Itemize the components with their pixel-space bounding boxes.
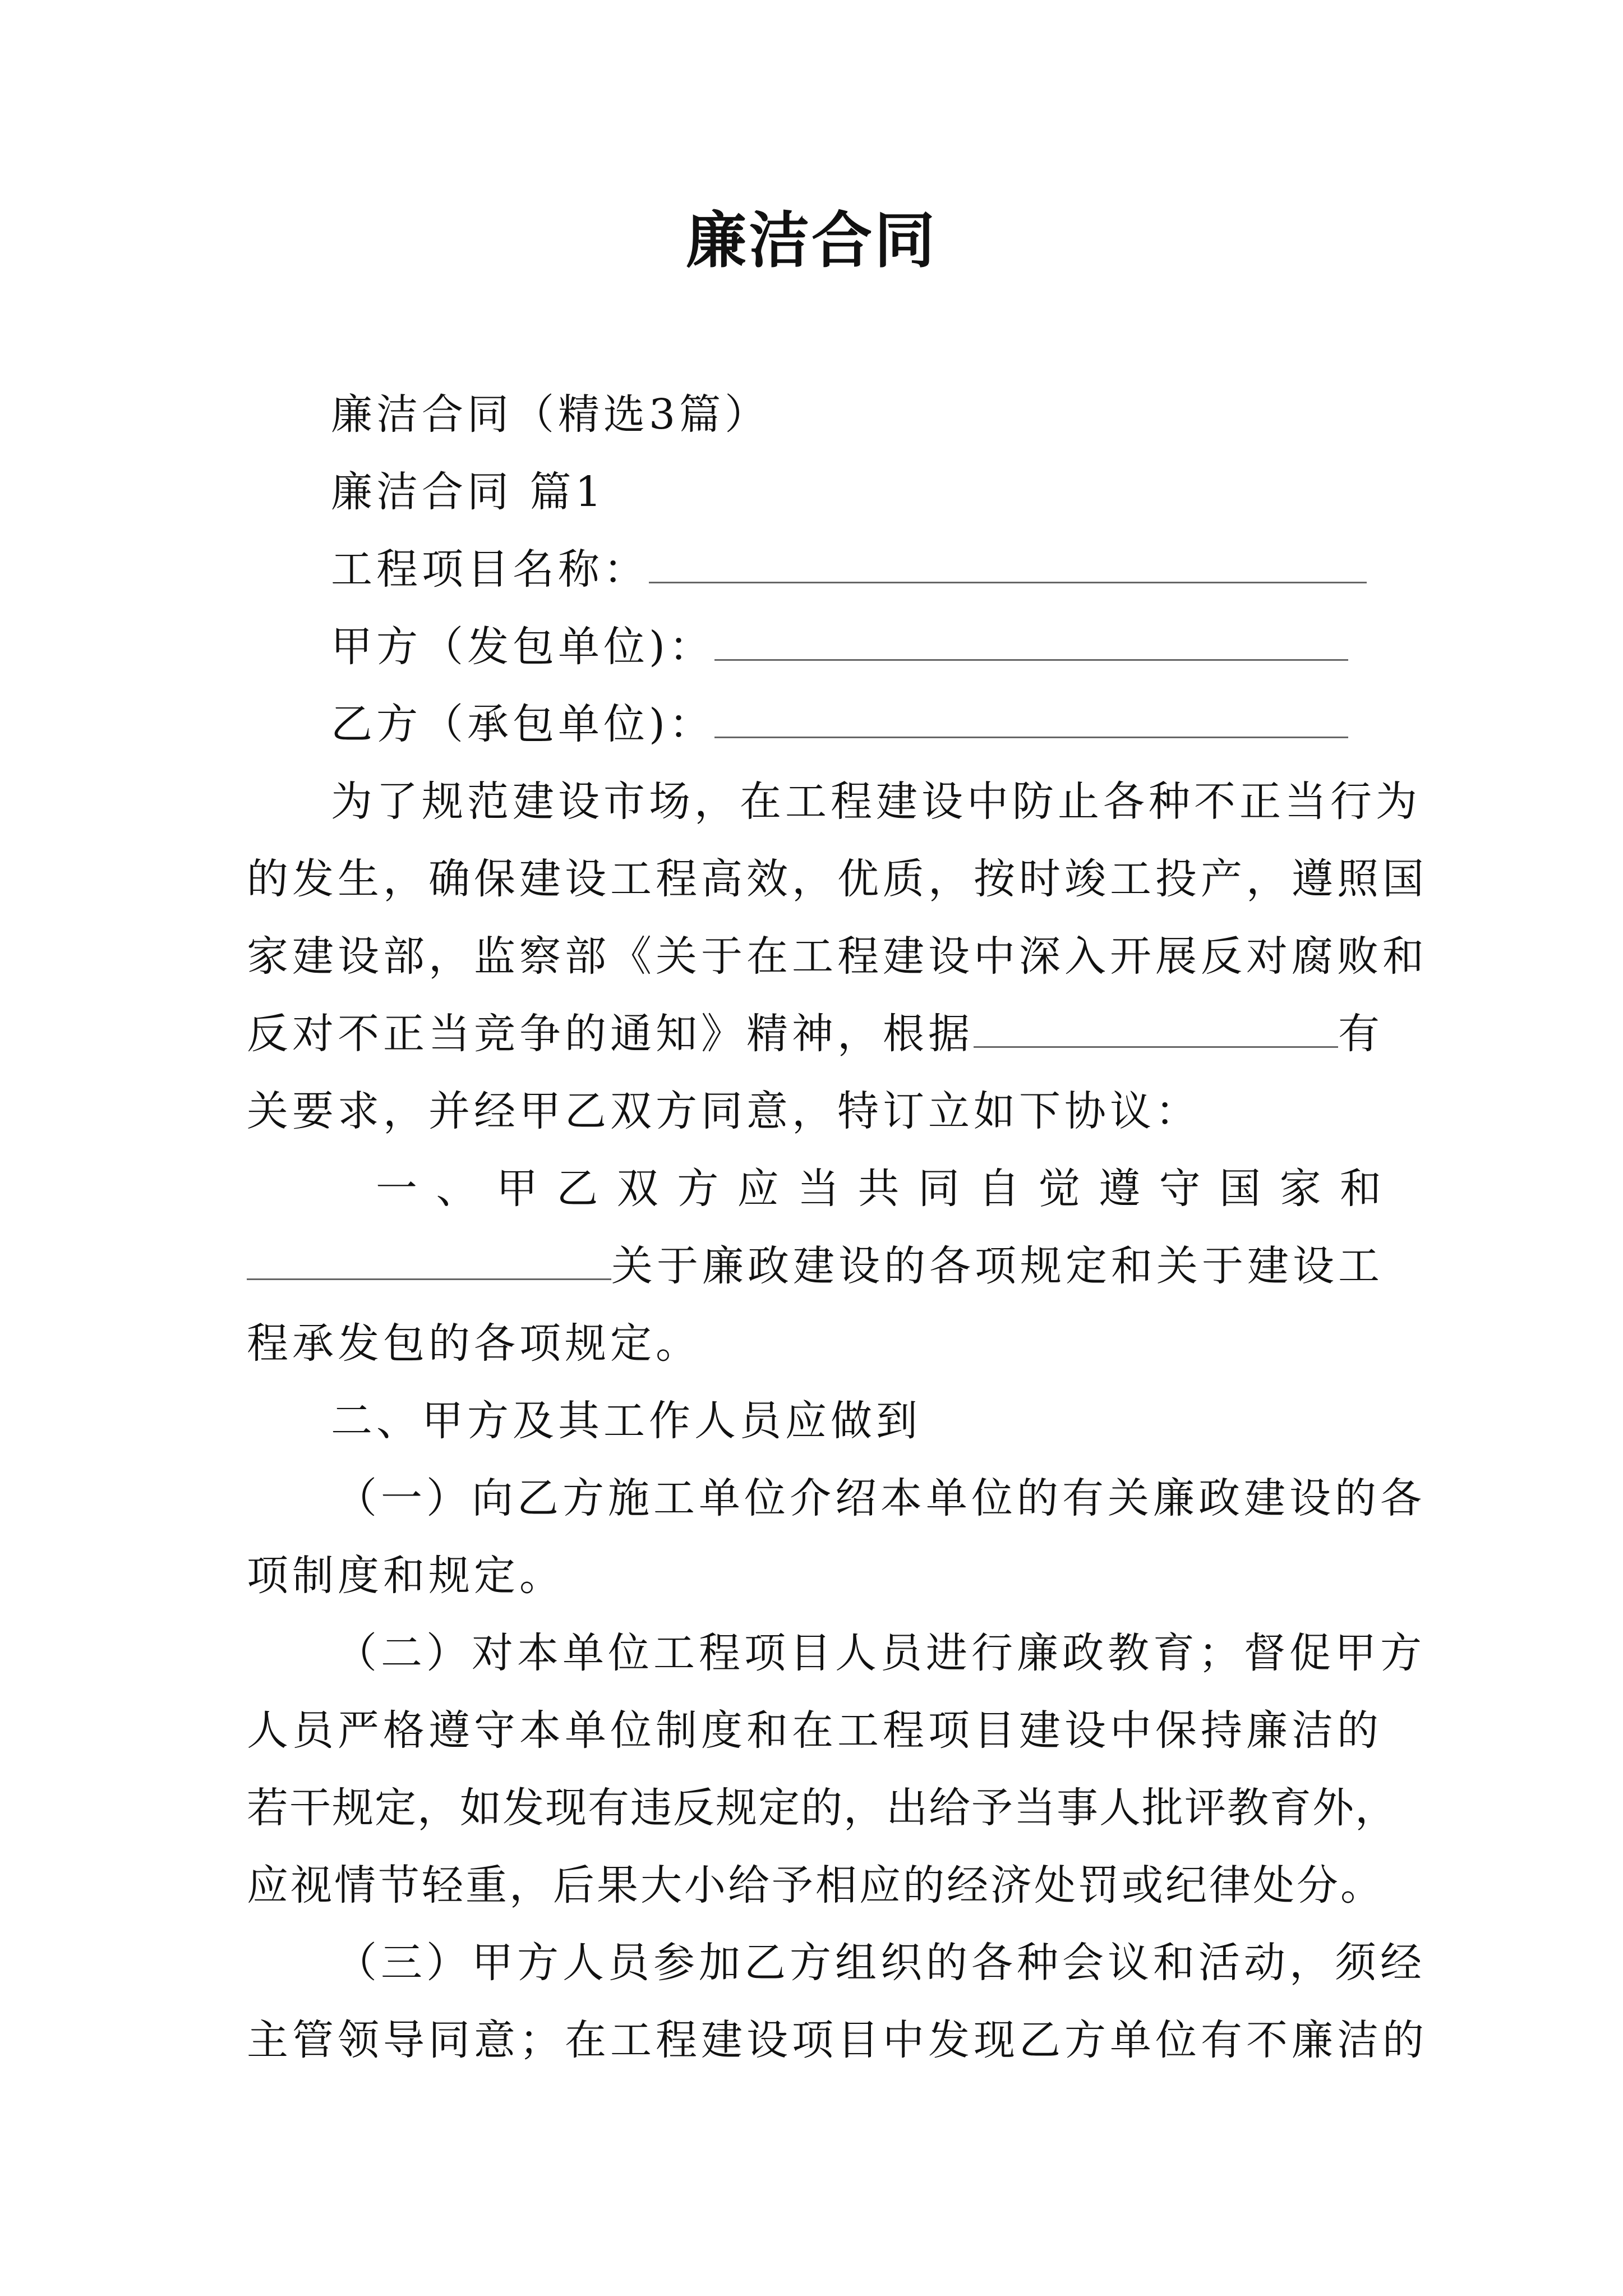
paragraph-intro-line-5: 关要求，并经甲乙双方同意，特订立如下协议： bbox=[247, 1087, 1201, 1135]
clause-1-char: 觉 bbox=[1038, 1165, 1084, 1213]
clause-1-char: 遵 bbox=[1099, 1165, 1145, 1213]
clause-1-char: 同 bbox=[917, 1165, 963, 1213]
state-blank bbox=[247, 1245, 611, 1280]
party-a-blank bbox=[714, 625, 1348, 661]
clause-1-char: 乙 bbox=[556, 1165, 602, 1213]
clause-1-char: 应 bbox=[737, 1165, 783, 1213]
item-2-line-3: 若干规定，如发现有违反规定的，出给予当事人批评教育外， bbox=[247, 1784, 1398, 1832]
clause-1-char: 方 bbox=[677, 1165, 723, 1213]
clause-1-char: 守 bbox=[1159, 1165, 1205, 1213]
paragraph-intro-line-4 bbox=[247, 995, 1385, 1073]
party-b-blank bbox=[714, 703, 1348, 738]
item-1-line-1: （一）向乙方施工单位介绍本单位的有关廉政建设的各 bbox=[335, 1474, 1426, 1522]
line-subtitle: 廉洁合同（精选3篇） bbox=[331, 390, 771, 439]
clause-1-char: 甲 bbox=[496, 1165, 542, 1213]
clause-1-char: 国 bbox=[1219, 1165, 1265, 1213]
basis-blank bbox=[974, 1013, 1338, 1048]
clause-1-line-2-text: 关于廉政建设的各项规定和关于建设工 bbox=[611, 1242, 1384, 1290]
clause-1-char: 一 bbox=[376, 1165, 421, 1213]
clause-1-line-2 bbox=[247, 1227, 1385, 1305]
clause-1-line-1 bbox=[247, 1150, 1385, 1227]
line-party-b bbox=[247, 685, 1385, 763]
item-2-line-1: （二）对本单位工程项目人员进行廉政教育；督促甲方 bbox=[335, 1629, 1426, 1677]
document-body bbox=[247, 376, 1428, 2079]
paragraph-intro-line-1: 为了规范建设市场，在工程建设中防止各种不正当行为 bbox=[331, 777, 1421, 826]
clause-1-char: 自 bbox=[978, 1165, 1024, 1213]
item-3-line-1: （三）甲方人员参加乙方组织的各种会议和活动，须经 bbox=[335, 1939, 1426, 1987]
clause-1-char: 和 bbox=[1340, 1165, 1385, 1213]
paragraph-intro-line-3: 家建设部，监察部《关于在工程建设中深入开展反对腐败和 bbox=[247, 932, 1428, 981]
clause-1-line-3: 程承发包的各项规定。 bbox=[247, 1319, 701, 1368]
line-project-name bbox=[247, 531, 1385, 608]
clause-1-char: 当 bbox=[797, 1165, 843, 1213]
clause-1-char: 、 bbox=[436, 1165, 482, 1213]
clause-1-char: 共 bbox=[857, 1165, 903, 1213]
item-2-line-4: 应视情节轻重，后果大小给予相应的经济处罚或纪律处分。 bbox=[247, 1861, 1384, 1910]
project-name-blank bbox=[649, 548, 1367, 583]
intro-line-4-text: 反对不正当竞争的通知》精神，根据 bbox=[247, 1010, 974, 1058]
clause-1-char: 双 bbox=[616, 1165, 662, 1213]
item-3-line-2: 主管领导同意；在工程建设项目中发现乙方单位有不廉洁的 bbox=[247, 2016, 1428, 2064]
line-part-heading: 廉洁合同 篇1 bbox=[331, 468, 606, 516]
intro-line-4-end: 有 bbox=[1338, 1010, 1384, 1058]
document-title: 廉洁合同 bbox=[685, 206, 937, 276]
item-1-line-2: 项制度和规定。 bbox=[247, 1552, 565, 1600]
party-a-label: 甲方（发包单位)： bbox=[331, 623, 714, 671]
clause-1-char: 家 bbox=[1279, 1165, 1325, 1213]
project-name-label: 工程项目名称： bbox=[331, 545, 649, 593]
paragraph-intro-line-2: 的发生，确保建设工程高效，优质，按时竣工投产，遵照国 bbox=[247, 855, 1428, 903]
item-2-line-2: 人员严格遵守本单位制度和在工程项目建设中保持廉洁的 bbox=[247, 1706, 1382, 1755]
clause-2-heading: 二、甲方及其工作人员应做到 bbox=[331, 1397, 921, 1445]
party-b-label: 乙方（承包单位)： bbox=[331, 700, 714, 748]
line-party-a bbox=[247, 608, 1385, 685]
